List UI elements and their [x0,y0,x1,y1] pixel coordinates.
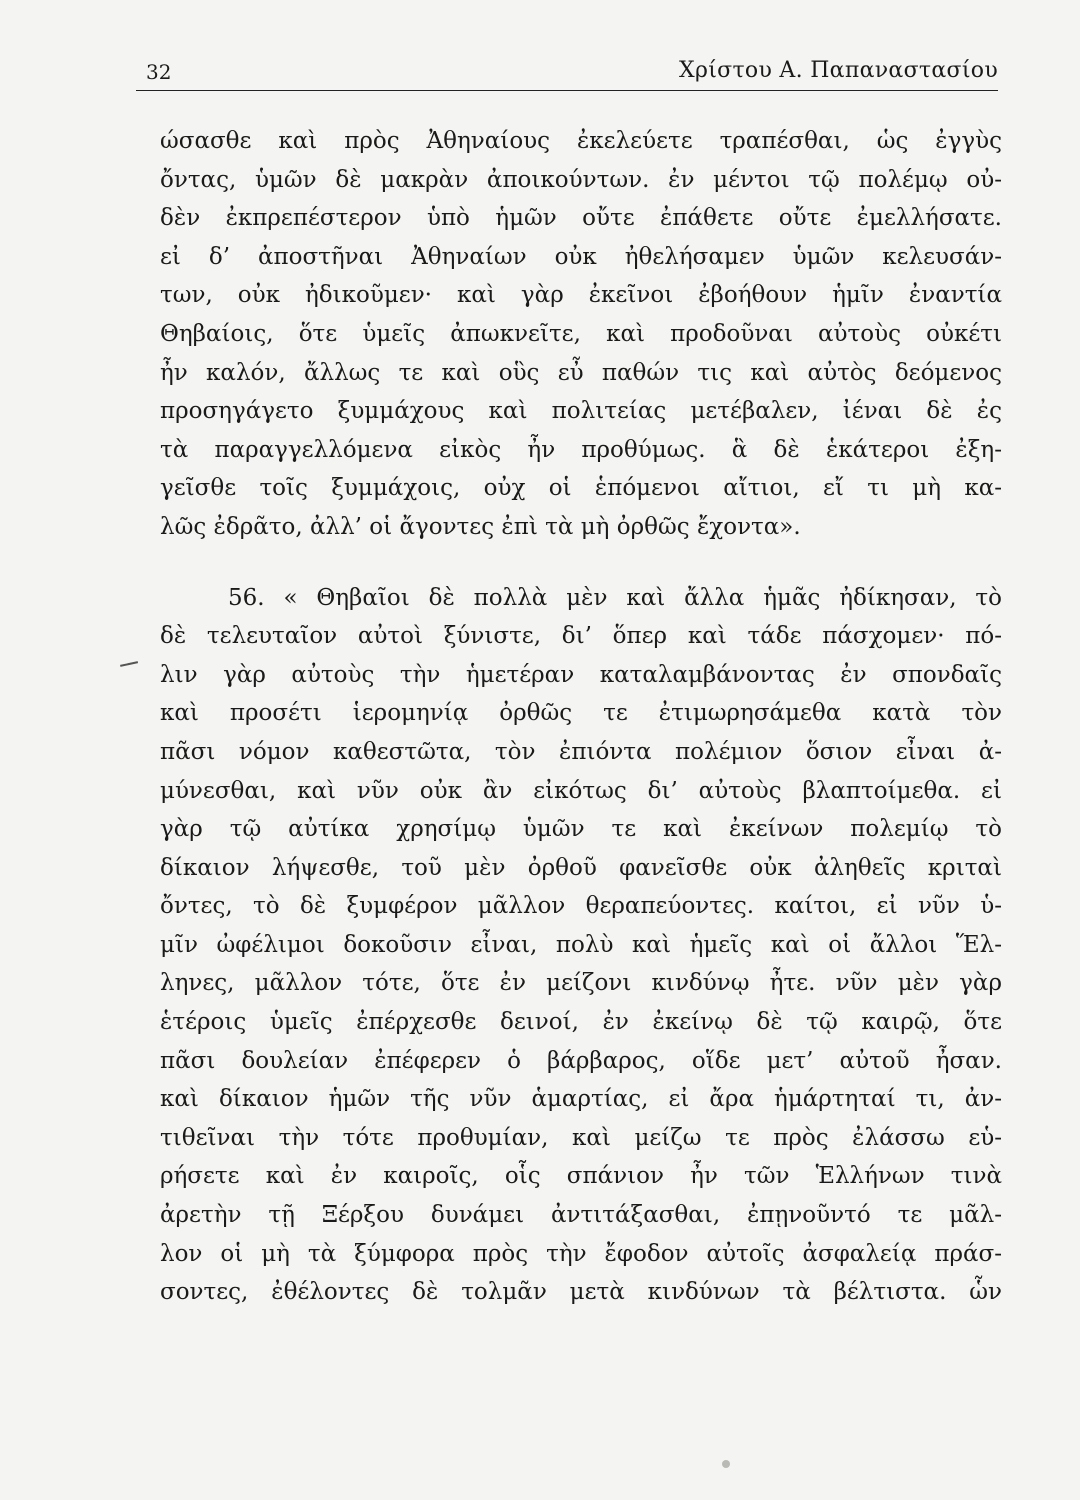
margin-mark [120,661,138,666]
running-title: Χρίστου Α. Παπαναστασίου [679,58,998,83]
text-line: ρήσετε καὶ ἐν καιροῖς, οἷς σπάνιον ἦν τῶν Ἑλλήνων τινὰ [160,1163,1002,1190]
ink-smudge [722,1460,730,1468]
text-line: ἑτέροις ὑμεῖς ἐπέρχεσθε δεινοί, ἐν ἐκείνῳ δὲ τῷ καιρῷ, ὅτε [160,1009,1002,1036]
text-line: πᾶσι δουλείαν ἐπέφερεν ὁ βάρβαρος, οἵδε μετ’ αὐτοῦ ἦσαν. [160,1047,1002,1074]
text-line: τὰ παραγγελλόμενα εἰκὸς ἦν προθύμως. ἃ δὲ ἑκάτεροι ἐξη- [160,436,1002,463]
text-line: δὲ τελευταῖον αὐτοὶ ξύνιστε, δι’ ὅπερ καὶ τάδε πάσχομεν· πό- [160,623,1002,650]
page-number: 32 [146,60,172,84]
paragraph [160,579,1002,1312]
text-line: 56. « Θηβαῖοι δὲ πολλὰ μὲν καὶ ἄλλα ἡμᾶς ἠδίκησαν, τὸ [228,584,1002,611]
text-line: μύνεσθαι, καὶ νῦν οὐκ ἂν εἰκότως δι’ αὐτοὺς βλαπτοίμεθα. εἰ [160,777,1002,804]
paragraph-gap [160,547,1002,579]
text-line: καὶ δίκαιον ἡμῶν τῆς νῦν ἁμαρτίας, εἰ ἄρα ἡμάρτηταί τι, ἀν- [160,1086,1002,1113]
text-line: των, οὐκ ἠδικοῦμεν· καὶ γὰρ ἐκεῖνοι ἐβοήθουν ἡμῖν ἐναντία [160,282,1002,309]
text-line: γὰρ τῷ αὐτίκα χρησίμῳ ὑμῶν τε καὶ ἐκείνων πολεμίῳ τὸ [160,816,1002,843]
body-text [160,122,1002,1312]
running-head [136,58,998,91]
paragraph [160,122,1002,547]
text-line: σοντες, ἐθέλοντες δὲ τολμᾶν μετὰ κινδύνων τὰ βέλτιστα. ὧν [160,1279,1002,1306]
text-line: ἦν καλόν, ἄλλως τε καὶ οὓς εὖ παθών τις καὶ αὐτὸς δεόμενος [160,359,1002,386]
text-line: δίκαιον λήψεσθε, τοῦ μὲν ὀρθοῦ φανεῖσθε οὐκ ἀληθεῖς κριταὶ [160,854,1002,881]
text-line: λῶς ἐδρᾶτο, ἀλλ’ οἱ ἄγοντες ἐπὶ τὰ μὴ ὀρθῶς ἔχοντα». [160,513,801,540]
text-line: προσηγάγετο ξυμμάχους καὶ πολιτείας μετέβαλεν, ἰέναι δὲ ἐς [160,398,1002,425]
text-line: λον οἱ μὴ τὰ ξύμφορα πρὸς τὴν ἔφοδον αὐτοῖς ἀσφαλείᾳ πράσ- [160,1240,1002,1267]
text-line: λιν γὰρ αὐτοὺς τὴν ἡμετέραν καταλαμβάνοντας ἐν σπονδαῖς [160,661,1002,688]
text-line: μῖν ὠφέλιμοι δοκοῦσιν εἶναι, πολὺ καὶ ἡμεῖς καὶ οἱ ἄλλοι Ἕλ- [160,931,1002,958]
text-line: δὲν ἐκπρεπέστερον ὑπὸ ἡμῶν οὔτε ἐπάθετε οὔτε ἐμελλήσατε. [160,205,1002,232]
text-line: Θηβαίοις, ὅτε ὑμεῖς ἀπωκνεῖτε, καὶ προδοῦναι αὐτοὺς οὐκέτι [160,320,1002,347]
text-line: εἰ δ’ ἀποστῆναι Ἀθηναίων οὐκ ἠθελήσαμεν ὑμῶν κελευσάν- [160,243,1002,270]
text-line: ληνες, μᾶλλον τότε, ὅτε ἐν μείζονι κινδύνῳ ἦτε. νῦν μὲν γὰρ [160,970,1002,997]
text-line: τιθεῖναι τὴν τότε προθυμίαν, καὶ μείζω τε πρὸς ἐλάσσω εὑ- [160,1124,1002,1151]
text-line: καὶ προσέτι ἱερομηνίᾳ ὀρθῶς τε ἐτιμωρησάμεθα κατὰ τὸν [160,700,1002,727]
text-line: ἀρετὴν τῇ Ξέρξου δυνάμει ἀντιτάξασθαι, ἐπῃνοῦντό τε μᾶλ- [160,1202,1002,1229]
text-line: γεῖσθε τοῖς ξυμμάχοις, οὐχ οἱ ἑπόμενοι αἴτιοι, εἴ τι μὴ κα- [160,475,1002,502]
text-line: πᾶσι νόμον καθεστῶτα, τὸν ἐπιόντα πολέμιον ὅσιον εἶναι ἀ- [160,738,1002,765]
text-line: ὄντες, τὸ δὲ ξυμφέρον μᾶλλον θεραπεύοντες. καίτοι, εἰ νῦν ὑ- [160,893,1002,920]
text-line: ώσασθε καὶ πρὸς Ἀθηναίους ἐκελεύετε τραπέσθαι, ὡς ἐγγὺς [160,128,1002,154]
text-line: ὄντας, ὑμῶν δὲ μακρὰν ἀποικούντων. ἐν μέντοι τῷ πολέμῳ οὐ- [160,166,1002,193]
